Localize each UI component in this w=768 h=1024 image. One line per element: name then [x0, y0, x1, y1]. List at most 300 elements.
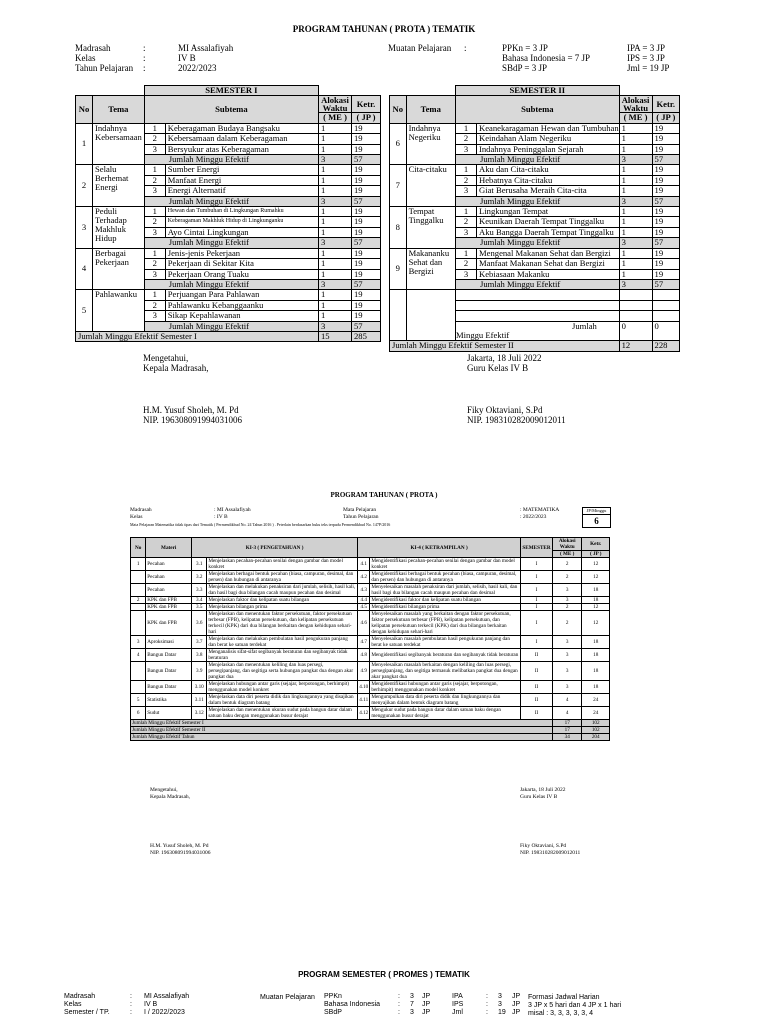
- footer-me: 12: [619, 341, 652, 351]
- row-jp: 18: [582, 649, 610, 662]
- kd-3-code: 3.5: [192, 604, 207, 611]
- prota-mtk-info-left: [130, 507, 330, 520]
- tema-name: Tempat Tinggalku: [406, 207, 455, 249]
- subject-sep: :: [486, 993, 488, 1000]
- info-row: [343, 514, 573, 521]
- footer-jp: 285: [352, 331, 381, 341]
- table-row: [131, 611, 610, 636]
- row-no: 3: [131, 636, 146, 649]
- tema-no: 5: [76, 290, 93, 332]
- subtema-name: Kebersamaan dalam Keberagaman: [167, 134, 288, 144]
- ketr-jp: 19: [652, 134, 679, 144]
- kd-4-text: Mengukur sudut pada bangun datar dalam satuan baku dengan menggunakan busur derajat: [370, 707, 521, 720]
- subtema-name: Lingkungan Tempat: [479, 207, 549, 217]
- total-me: 3: [619, 155, 652, 165]
- row-no: 1: [131, 558, 146, 571]
- subtema-name: Keindahan Alam Negeriku: [479, 134, 572, 144]
- col-alokasi: Alokasi Waktu: [319, 96, 352, 113]
- subtema-no: 1: [145, 124, 166, 133]
- row-semester: I: [521, 636, 553, 649]
- row-jp: 18: [582, 681, 610, 694]
- subtema-name: Energi Alternatif: [167, 186, 226, 196]
- subtema-no: 3: [456, 186, 477, 195]
- row-me: 2: [552, 571, 582, 584]
- col-subtema: Subtema: [456, 96, 620, 123]
- total-jp: 57: [352, 279, 381, 289]
- subtema-name: Mengenal Makanan Sehat dan Bergizi: [479, 248, 611, 258]
- header-row: [76, 96, 381, 113]
- total-label: [144, 279, 318, 289]
- table-row: [76, 248, 381, 258]
- subject-unit: JP: [422, 993, 431, 1000]
- subtema-name: Ayo Cintai Lingkungan: [167, 227, 249, 237]
- subtema-wrap: [145, 186, 318, 195]
- row-no: [131, 571, 146, 584]
- col-jp: ( JP ): [652, 113, 679, 123]
- ketr-jp: 19: [652, 165, 679, 175]
- kd-3-code: 3.3: [192, 584, 207, 597]
- row-no: [131, 662, 146, 681]
- row-semester: II: [521, 662, 553, 681]
- row-me: 4: [552, 707, 582, 720]
- row-semester: I: [521, 597, 553, 604]
- mtk-sign-left: [150, 787, 190, 800]
- subtema-wrap: [456, 134, 619, 143]
- col-me: ( ME ): [552, 551, 582, 558]
- col-tema: Tema: [406, 96, 455, 123]
- subject-unit: JP: [512, 1009, 521, 1016]
- header-row: [390, 86, 680, 96]
- kd-3-text: Menjelaskan pecahan-pecahan senilai dengan gambar dan model konkret: [207, 558, 358, 571]
- table-row: [390, 248, 680, 258]
- subtema-wrap: [145, 217, 318, 226]
- subtema-cell: [144, 311, 318, 321]
- subject-jp: 3: [410, 993, 414, 1000]
- total-label: [144, 238, 318, 248]
- table-row: [76, 207, 381, 217]
- ketr-jp: 19: [352, 300, 381, 310]
- blank: [619, 290, 652, 300]
- subtema-name: Hebatnya Cita-citaku: [479, 175, 553, 185]
- table-row: [131, 662, 610, 681]
- total-text: Jumlah Minggu Efektif: [168, 320, 249, 331]
- blank: [456, 290, 620, 300]
- ketr-jp: 19: [652, 207, 679, 217]
- alokasi-me: 1: [319, 134, 352, 144]
- muatan-item: IPS = 3 JP: [627, 53, 665, 63]
- info-value: : MI Assalafiyah: [214, 507, 251, 513]
- table-row: [131, 681, 610, 694]
- row-me: 3: [552, 636, 582, 649]
- mtk-name-left: [150, 843, 211, 856]
- kd-4-text: Mengidentifikasi segibanyak beraturan dan segibanyak tidak beraturan: [370, 649, 521, 662]
- total-jp: 57: [652, 279, 679, 289]
- blank: [390, 290, 407, 341]
- total-jp: 57: [652, 196, 679, 206]
- subtema-wrap: [456, 228, 619, 237]
- semester-1-table: [75, 85, 381, 342]
- row-no: [131, 611, 146, 636]
- table-row: [131, 636, 610, 649]
- alokasi-me: 1: [619, 217, 652, 227]
- kd-4-code: 4.10: [358, 681, 370, 694]
- info-row: [64, 993, 193, 1001]
- subject-jp: 7: [410, 1001, 414, 1008]
- col-materi: Materi: [146, 538, 192, 558]
- subtema-name: Hewan dan Tumbuhan di Lingkungan Rumahku: [167, 208, 284, 215]
- tema-no: 6: [390, 123, 407, 165]
- ketr-jp: 19: [652, 259, 679, 269]
- subtema-wrap: [145, 311, 318, 320]
- table-row: [131, 694, 610, 707]
- subtema-name: Pahlawanku Kebanggaanku: [167, 300, 264, 310]
- subtema-cell: [456, 186, 620, 196]
- col-subtema: Subtema: [144, 96, 318, 123]
- footer-row: [76, 331, 381, 341]
- kd-3-text: Menjelaskan bilangan prima: [207, 604, 358, 611]
- row-semester: I: [521, 611, 553, 636]
- row-materi: Pecahan: [146, 584, 192, 597]
- name-right: [467, 405, 566, 425]
- subtema-name: Kebiasaan Makanku: [479, 269, 550, 279]
- total-jp: 0: [652, 321, 679, 341]
- kd-4-code: 4.6: [358, 611, 370, 636]
- subtema-no: 3: [145, 311, 166, 320]
- alokasi-me: 1: [319, 207, 352, 217]
- tema-name: Cita-citaku: [406, 165, 455, 207]
- total-text: Jumlah Minggu Efektif: [480, 195, 561, 206]
- kd-4-text: Mengidentifikasi berbagai bentuk pecahan (biasa, campuran, desimal, dan persen) dan hubungan di antaranya: [370, 571, 521, 584]
- tema-no: 4: [76, 248, 93, 290]
- total-me: 34: [552, 734, 582, 741]
- subtema-cell: [144, 165, 318, 175]
- sign-line: Kepala Madrasah,: [150, 793, 191, 800]
- subtema-no: 2: [145, 217, 166, 226]
- subtema-no: 2: [145, 134, 166, 143]
- kd-4-text: Menyelesaikan masalah yang berkaitan dengan faktor persekutuan, faktor persekutuan terbesar (FPB), kelipatan persekutuan, dan kelipatan persekutuan terkecil (KPK) dari dua bilangan berkaitan dengan kehidupan sehari-hari: [370, 611, 521, 636]
- row-jp: 12: [582, 611, 610, 636]
- info-label: Semester / TP.: [64, 1009, 110, 1016]
- subject-name: PPKn: [324, 993, 342, 1000]
- subject-name: Jml: [452, 1009, 463, 1016]
- total-me: 3: [619, 279, 652, 289]
- table-row: [390, 123, 680, 133]
- tema-name: Indahnya Kebersamaan: [93, 123, 145, 165]
- prota-tematik-title: PROGRAM TAHUNAN ( PROTA ) TEMATIK: [292, 24, 476, 34]
- tema-no: 9: [390, 248, 407, 290]
- col-tema: Tema: [93, 96, 145, 123]
- th-blank: [76, 86, 93, 96]
- row-semester: I: [521, 604, 553, 611]
- kd-3-code: 3.9: [192, 662, 207, 681]
- col-no: No: [76, 96, 93, 123]
- row-jp: 18: [582, 597, 610, 604]
- ketr-jp: 19: [352, 207, 381, 217]
- subtema-no: 1: [456, 249, 477, 258]
- promes-subjects: [324, 993, 434, 1017]
- info-value: I / 2022/2023: [144, 1009, 185, 1016]
- info-row: [64, 1009, 193, 1017]
- subject-sep: :: [398, 1009, 400, 1016]
- subject-jp: 3: [498, 993, 502, 1000]
- subtema-no: 1: [456, 165, 477, 174]
- total-label: [456, 155, 620, 165]
- info-label: Madrasah: [75, 43, 111, 53]
- name-line: NIP. 198310282009012011: [520, 849, 581, 856]
- ketr-jp: 19: [652, 227, 679, 237]
- subject-sep: :: [398, 993, 400, 1000]
- row-semester: II: [521, 649, 553, 662]
- col-jp: ( JP ): [352, 113, 381, 123]
- kd-3-text: Menjelaskan dan melakukan pembulatan hasil pengukuran panjang dan berat ke satuan terdekat: [207, 636, 358, 649]
- subtema-cell: [456, 217, 620, 227]
- subtema-cell: [144, 207, 318, 217]
- subject-name: SBdP: [324, 1009, 342, 1016]
- info-label: Mata Pelajaran: [343, 507, 377, 513]
- info-label: Madrasah: [130, 507, 152, 513]
- row-jp: 18: [582, 584, 610, 597]
- table-row: [131, 604, 610, 611]
- subtema-cell: [144, 290, 318, 300]
- prota-tematik-info-left: [75, 43, 335, 73]
- alokasi-me: 1: [619, 134, 652, 144]
- col-no: No: [131, 538, 146, 558]
- subtema-no: 1: [145, 207, 166, 216]
- ketr-jp: 19: [352, 311, 381, 321]
- subtema-no: 1: [145, 290, 166, 299]
- alokasi-me: 1: [619, 227, 652, 237]
- subtema-name: Manfaat Makanan Sehat dan Bergizi: [479, 259, 605, 269]
- subtema-cell: [144, 300, 318, 310]
- total-text: Jumlah Minggu Efektif: [480, 237, 561, 248]
- total-row: [131, 720, 610, 727]
- tema-name: Berbagai Pekerjaan: [93, 248, 145, 290]
- subtema-name: Sikap Kepahlawanan: [167, 311, 241, 321]
- row-materi: Bangun Datar: [146, 662, 192, 681]
- info-label: Kelas: [130, 513, 143, 520]
- semester-label: SEMESTER I: [144, 86, 318, 96]
- info-sep: :: [143, 53, 146, 63]
- prota-mtk-info-mid: [343, 507, 573, 520]
- row-no: 4: [131, 649, 146, 662]
- subtema-no: 2: [456, 176, 477, 185]
- kd-4-code: 4.11: [358, 694, 370, 707]
- info-sep: :: [143, 43, 146, 53]
- sign-line: Guru Kelas IV B: [467, 363, 529, 373]
- info-sep: :: [130, 1001, 132, 1008]
- ketr-jp: 19: [652, 123, 679, 133]
- kd-3-code: 3.11: [192, 694, 207, 707]
- subtema-wrap: [456, 249, 619, 258]
- kd-3-text: Menjelaskan dan menentukan faktor persekutuan, faktor persekutuan terbesar (FPB), kelipatan persekutuan, dan kelipatan persekutuan terkecil (KPK) dari dua bilangan berkaitan dengan kehidupan sehari-hari: [207, 611, 358, 636]
- subtema-wrap: [145, 249, 318, 258]
- kd-4-code: 4.12: [358, 707, 370, 720]
- subtema-name: Sumber Energi: [167, 165, 220, 175]
- row-materi: Statistika: [146, 694, 192, 707]
- total-label: [456, 321, 620, 341]
- subtema-name: Bersyukur atas Keberagaman: [167, 144, 269, 154]
- subject-name: IPS: [452, 1001, 464, 1008]
- total-text: Jumlah Minggu Efektif: [456, 320, 597, 340]
- subtema-wrap: [456, 186, 619, 195]
- subtema-name: Keberagaman Budaya Bangsaku: [167, 123, 280, 133]
- subtema-no: 2: [456, 217, 477, 226]
- table-row: [131, 571, 610, 584]
- col-ketr: Ketr.: [652, 96, 679, 113]
- kd-3-code: 3.8: [192, 649, 207, 662]
- alokasi-me: 1: [319, 186, 352, 196]
- muatan-item: IPA = 3 JP: [627, 43, 666, 53]
- muatan-item: Jml = 19 JP: [627, 63, 670, 73]
- footer-label: Jumlah Minggu Efektif Semester I: [76, 331, 319, 341]
- blank: [652, 311, 679, 321]
- muatan-item: SBdP = 3 JP: [502, 63, 548, 73]
- subject-name: IPA: [452, 993, 463, 1000]
- kd-4-code: 4.5: [358, 604, 370, 611]
- total-text: Jumlah Minggu Efektif: [480, 154, 561, 165]
- subtema-wrap: [145, 165, 318, 174]
- alokasi-me: 1: [319, 269, 352, 279]
- row-jp: 12: [582, 571, 610, 584]
- alokasi-me: 1: [619, 186, 652, 196]
- info-value: MI Assalafiyah: [178, 43, 234, 53]
- kd-3-text: Menjelaskan dan menentukan ukuran sudut pada bangun datar dalam satuan baku dengan menggunakan busur derajat: [207, 707, 358, 720]
- tema-name: Makananku Sehat dan Bergizi: [406, 248, 455, 290]
- alokasi-me: 1: [619, 248, 652, 258]
- alokasi-me: 1: [319, 300, 352, 310]
- ketr-jp: 19: [652, 175, 679, 185]
- subtema-name: Manfaat Energi: [167, 175, 222, 185]
- ketr-jp: 19: [352, 248, 381, 258]
- row-jp: 12: [582, 604, 610, 611]
- subtema-no: 3: [456, 145, 477, 154]
- alokasi-me: 1: [319, 311, 352, 321]
- subtema-cell: [144, 134, 318, 144]
- table-row: [131, 558, 610, 571]
- row-semester: II: [521, 707, 553, 720]
- info-value: IV B: [178, 53, 196, 63]
- col-me: ( ME ): [619, 113, 652, 123]
- row-me: 4: [552, 694, 582, 707]
- subtema-name: Jenis-jenis Pekerjaan: [167, 248, 241, 258]
- footer-jp: 228: [652, 341, 679, 351]
- total-label: [144, 155, 318, 165]
- blank: [652, 300, 679, 310]
- subtema-no: 2: [145, 259, 166, 268]
- subtema-cell: [456, 175, 620, 185]
- alokasi-me: 1: [619, 144, 652, 154]
- total-jp: 204: [582, 734, 610, 741]
- total-me: 0: [619, 321, 652, 341]
- subtema-no: 3: [145, 145, 166, 154]
- kd-4-text: Mengidentifikasi hubungan antar garis (sejajar, berpotongan, berhimpit) menggunakan model konkret: [370, 681, 521, 694]
- total-label: [456, 238, 620, 248]
- subtema-wrap: [456, 145, 619, 154]
- th-blank: [390, 86, 407, 96]
- sign-right: [467, 353, 542, 373]
- subtema-wrap: [145, 134, 318, 143]
- footer-row: [390, 341, 680, 351]
- subtema-cell: [144, 186, 318, 196]
- total-jp: 57: [352, 321, 381, 331]
- name-line: H.M. Yusuf Sholeh, M. Pd: [150, 843, 209, 849]
- alokasi-me: 1: [619, 207, 652, 217]
- muatan-list-right: [627, 43, 669, 73]
- table-row: [131, 597, 610, 604]
- info-label: Tahun Pelajaran: [75, 63, 134, 73]
- info-label: Kelas: [75, 53, 96, 63]
- total-me: 3: [619, 238, 652, 248]
- subject-row: [324, 1009, 434, 1017]
- row-jp: 24: [582, 707, 610, 720]
- table-row: [76, 290, 381, 300]
- header-row: [76, 86, 381, 96]
- row-no: [131, 681, 146, 694]
- row-semester: II: [521, 694, 553, 707]
- col-ketr: Ketr.: [352, 96, 381, 113]
- total-text: Jumlah Minggu Efektif: [168, 154, 249, 165]
- th-blank: [93, 86, 145, 96]
- ketr-jp: 19: [652, 186, 679, 196]
- blank-row: [390, 290, 680, 300]
- subtema-name: Perjuangan Para Pahlawan: [167, 290, 260, 300]
- note-line: Formasi Jadwal Harian: [528, 994, 600, 1001]
- info-label: Tahun Pelajaran: [343, 513, 379, 520]
- subject-name: Bahasa Indonesia: [324, 1001, 381, 1008]
- tema-no: 1: [76, 123, 93, 165]
- row-semester: I: [521, 571, 553, 584]
- subtema-wrap: [456, 259, 619, 268]
- ketr-jp: 19: [352, 134, 381, 144]
- row-jp: 18: [582, 662, 610, 681]
- total-label: [456, 279, 620, 289]
- ketr-jp: 19: [652, 217, 679, 227]
- note-line: 3 JP x 5 hari dan 4 JP x 1 hari: [528, 1002, 622, 1009]
- table-row: [390, 207, 680, 217]
- row-no: [131, 604, 146, 611]
- total-me: 17: [552, 720, 582, 727]
- row-jp: 18: [582, 636, 610, 649]
- total-label: [144, 321, 318, 331]
- subtema-no: 1: [456, 207, 477, 216]
- subtema-name: Aku Bangga Daerah Tempat Tinggalku: [479, 227, 614, 237]
- row-materi: Pecahan: [146, 571, 192, 584]
- table-row: [131, 584, 610, 597]
- subtema-no: 1: [456, 124, 477, 133]
- total-text: Jumlah Minggu Efektif: [168, 195, 249, 206]
- table-row: [76, 123, 381, 133]
- promes-notes: [528, 994, 621, 1018]
- info-value: 2022/2023: [178, 63, 217, 73]
- subtema-cell: [144, 175, 318, 185]
- col-ki4: KI-4 ( KETRAMPILAN ): [358, 538, 521, 558]
- info-row: [75, 53, 335, 63]
- subject-unit: JP: [422, 1009, 431, 1016]
- subtema-cell: [144, 259, 318, 269]
- total-me: 17: [552, 727, 582, 734]
- subject-jp: 3: [410, 1009, 414, 1016]
- info-label: Madrasah: [64, 993, 96, 1000]
- col-semester: SEMESTER: [521, 538, 553, 558]
- subtema-no: 3: [145, 228, 166, 237]
- subject-unit: JP: [422, 1001, 431, 1008]
- ketr-jp: 19: [352, 123, 381, 133]
- alokasi-me: 1: [319, 217, 352, 227]
- subtema-wrap: [456, 270, 619, 279]
- subtema-no: 3: [145, 186, 166, 195]
- name-line: NIP. 196308091994031006: [143, 415, 243, 425]
- muatan-list: [502, 43, 590, 73]
